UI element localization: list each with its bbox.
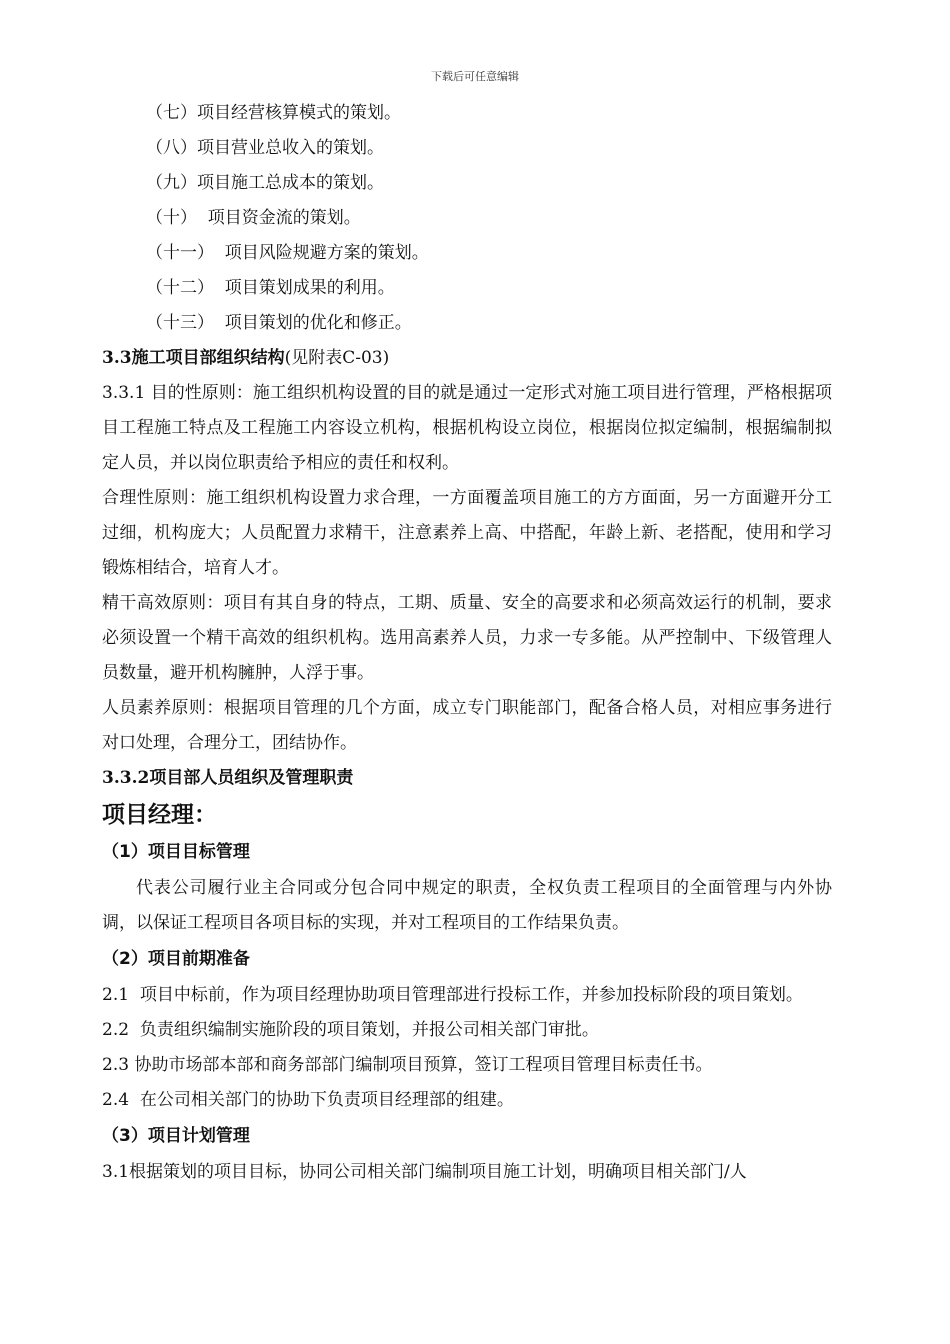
list-item: 2.3 协助市场部本部和商务部部门编制项目预算，签订工程项目管理目标责任书。 — [102, 1055, 713, 1075]
list-item: 2.2 负责组织编制实施阶段的项目策划，并报公司相关部门审批。 — [102, 1020, 599, 1040]
section-title: 3.3施工项目部组织结构 — [102, 348, 285, 368]
list-item: （十一） 项目风险规避方案的策划。 — [146, 243, 429, 263]
list-item: （七）项目经营核算模式的策划。 — [146, 103, 401, 123]
paragraph: 3.1根据策划的项目目标，协同公司相关部门编制项目施工计划，明确项目相关部门/人 — [102, 1162, 747, 1182]
section-heading-3-3-2: 3.3.2项目部人员组织及管理职责 — [102, 768, 354, 788]
list-item: （十） 项目资金流的策划。 — [146, 208, 361, 228]
page-header: 下载后可任意编辑 — [431, 70, 519, 83]
paragraph: 3.3.1 目的性原则：施工组织机构设置的目的就是通过一定形式对施工项目进行管理，严格根据项目工程施工特点及工程施工内容设立机构，根据机构设立岗位，根据岗位拟定编制，根据编制拟定人员，并以岗位职责给予相应的责任和权利。 — [102, 383, 832, 473]
subsection-heading: （2）项目前期准备 — [102, 949, 250, 969]
list-item: （九）项目施工总成本的策划。 — [146, 173, 384, 193]
section-note: (见附表C-03) — [284, 348, 390, 368]
document-body — [102, 96, 832, 1190]
subsection-heading: （1）项目目标管理 — [102, 842, 250, 862]
list-item: （十二） 项目策划成果的利用。 — [146, 278, 395, 298]
list-item: 2.1 项目中标前，作为项目经理协助项目管理部进行投标工作，并参加投标阶段的项目策划。 — [102, 985, 803, 1005]
paragraph: 代表公司履行业主合同或分包合同中规定的职责，全权负责工程项目的全面管理与内外协调，以保证工程项目各项目标的实现，并对工程项目的工作结果负责。 — [102, 878, 832, 933]
list-item: 2.4 在公司相关部门的协助下负责项目经理部的组建。 — [102, 1090, 514, 1110]
paragraph: 合理性原则：施工组织机构设置力求合理，一方面覆盖项目施工的方方面面，另一方面避开分工过细，机构庞大；人员配置力求精干，注意素养上高、中搭配，年龄上新、老搭配，使用和学习锻炼相结合，培育人才。 — [102, 488, 832, 578]
list-item: （八）项目营业总收入的策划。 — [146, 138, 384, 158]
paragraph: 精干高效原则：项目有其自身的特点，工期、质量、安全的高要求和必须高效运行的机制，要求必须设置一个精干高效的组织机构。选用高素养人员，力求一专多能。从严控制中、下级管理人员数量，避开机构臃肿，人浮于事。 — [102, 593, 832, 683]
list-item: （十三） 项目策划的优化和修正。 — [146, 313, 412, 333]
subsection-heading: （3）项目计划管理 — [102, 1126, 250, 1146]
role-title: 项目经理： — [102, 802, 217, 828]
paragraph: 人员素养原则：根据项目管理的几个方面，成立专门职能部门，配备合格人员，对相应事务进行对口处理，合理分工，团结协作。 — [102, 698, 832, 753]
section-heading-3-3 — [102, 341, 832, 376]
